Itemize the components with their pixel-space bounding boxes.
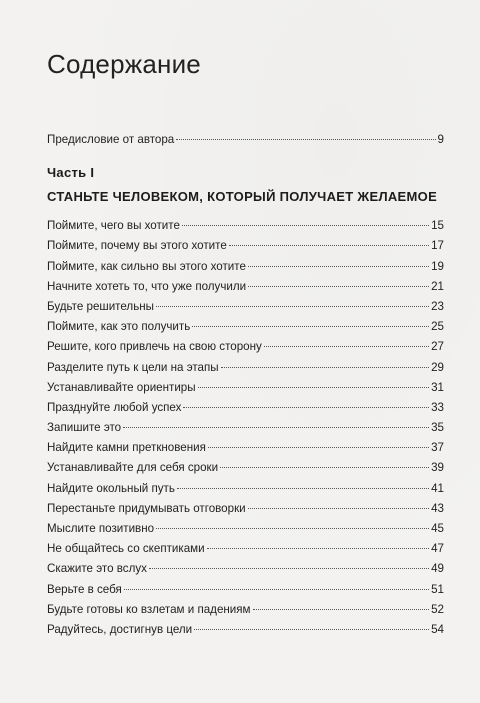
toc-entry-label: Будьте решительны bbox=[47, 299, 154, 313]
dot-leader bbox=[221, 367, 430, 368]
toc-entry bbox=[47, 539, 444, 559]
dot-leader bbox=[194, 629, 429, 630]
toc-entry-label: Скажите это вслух bbox=[47, 562, 147, 576]
toc-entry-label: Найдите окольный путь bbox=[47, 481, 175, 495]
dot-leader bbox=[220, 467, 429, 468]
dot-leader bbox=[229, 245, 429, 246]
toc-entry-page: 21 bbox=[431, 279, 444, 293]
toc-entry-page: 49 bbox=[431, 562, 444, 576]
toc-entry-label: Устанавливайте ориентиры bbox=[47, 380, 196, 394]
toc-entry-page: 33 bbox=[431, 400, 444, 414]
toc-entry-preface bbox=[47, 130, 444, 150]
toc-entry-label: Предисловие от автора bbox=[47, 133, 175, 146]
toc-entry-page: 31 bbox=[431, 380, 444, 394]
dot-leader bbox=[253, 609, 430, 610]
toc-entry-page: 45 bbox=[431, 522, 444, 535]
dot-leader bbox=[198, 387, 430, 388]
toc-entry-label: Начните хотеть то, что уже получили bbox=[47, 279, 247, 293]
toc-entry-page: 23 bbox=[431, 299, 444, 313]
toc-entry-label: Верьте в себя bbox=[47, 582, 122, 596]
toc-entry-label: Поймите, как сильно вы этого хотите bbox=[47, 259, 246, 273]
toc-entry-page: 29 bbox=[431, 360, 444, 374]
toc-entry bbox=[47, 499, 444, 519]
toc-entry bbox=[47, 458, 444, 478]
toc-entry bbox=[47, 277, 444, 297]
toc-entry-page: 43 bbox=[431, 501, 444, 515]
dot-leader bbox=[182, 225, 429, 226]
toc-entry-page: 25 bbox=[431, 320, 444, 334]
toc-entry-label: Разделите путь к цели на этапы bbox=[47, 360, 219, 374]
dot-leader bbox=[156, 306, 429, 307]
toc-entry bbox=[47, 378, 444, 398]
toc-entry-page: 39 bbox=[431, 461, 444, 475]
dot-leader bbox=[183, 407, 429, 408]
dot-leader bbox=[156, 528, 429, 529]
toc-entries-list bbox=[47, 216, 444, 640]
toc-entry-page: 35 bbox=[431, 421, 444, 435]
dot-leader bbox=[208, 447, 429, 448]
toc-entry bbox=[47, 358, 444, 378]
toc-entry bbox=[47, 559, 444, 579]
toc-entry bbox=[47, 257, 444, 277]
dot-leader bbox=[248, 266, 429, 267]
toc-entry-label: Решите, кого привлечь на свою сторону bbox=[47, 340, 262, 354]
dot-leader bbox=[177, 488, 429, 489]
toc-entry bbox=[47, 580, 444, 600]
toc-entry bbox=[47, 317, 444, 337]
dot-leader bbox=[123, 427, 429, 428]
toc-entry bbox=[47, 398, 444, 418]
toc-entry-page: 41 bbox=[431, 481, 444, 495]
dot-leader bbox=[264, 346, 429, 347]
toc-entry-label: Празднуйте любой успех bbox=[47, 400, 182, 414]
toc-entry-label: Радуйтесь, достигнув цели bbox=[47, 622, 193, 636]
toc-entry bbox=[47, 337, 444, 357]
toc-entry-page: 37 bbox=[431, 441, 444, 455]
toc-entry-page: 9 bbox=[437, 133, 444, 146]
toc-entry-page: 47 bbox=[431, 542, 444, 556]
toc-entry bbox=[47, 620, 444, 640]
dot-leader bbox=[248, 508, 429, 509]
toc-entry bbox=[47, 236, 444, 256]
dot-leader bbox=[124, 589, 429, 590]
toc-entry-label: Поймите, почему вы этого хотите bbox=[47, 239, 227, 253]
toc-entry-label: Поймите, чего вы хотите bbox=[47, 219, 180, 233]
toc-entry-page: 51 bbox=[431, 582, 444, 596]
dot-leader bbox=[176, 139, 435, 140]
part-label: Часть I bbox=[47, 165, 95, 181]
toc-entry bbox=[47, 519, 444, 539]
toc-entry-page: 15 bbox=[431, 219, 444, 233]
toc-entry-page: 52 bbox=[431, 602, 444, 616]
dot-leader bbox=[192, 326, 429, 327]
toc-entry-page: 17 bbox=[431, 239, 444, 253]
dot-leader bbox=[248, 286, 429, 287]
toc-entry bbox=[47, 479, 444, 499]
dot-leader bbox=[207, 548, 429, 549]
toc-entry bbox=[47, 600, 444, 620]
toc-entry-label: Запишите это bbox=[47, 421, 122, 435]
toc-entry bbox=[47, 297, 444, 317]
toc-entry-label: Не общайтесь со скептиками bbox=[47, 542, 205, 556]
toc-entry bbox=[47, 216, 444, 236]
toc-entry-label: Будьте готовы ко взлетам и падениям bbox=[47, 602, 251, 616]
toc-entry-label: Поймите, как это получить bbox=[47, 320, 191, 334]
part-title: СТАНЬТЕ ЧЕЛОВЕКОМ, КОТОРЫЙ ПОЛУЧАЕТ ЖЕЛАЕМОЕ bbox=[47, 189, 438, 205]
dot-leader bbox=[149, 568, 429, 569]
toc-entry-label: Мыслите позитивно bbox=[47, 522, 155, 535]
toc-entry-page: 54 bbox=[431, 622, 444, 636]
toc-entry-label: Устанавливайте для себя сроки bbox=[47, 461, 219, 475]
toc-entry-page: 19 bbox=[431, 259, 444, 273]
toc-entry-label: Перестаньте придумывать отговорки bbox=[47, 501, 246, 515]
toc-entry-page: 27 bbox=[431, 340, 444, 354]
toc-entry-label: Найдите камни преткновения bbox=[47, 441, 206, 455]
toc-entry bbox=[47, 418, 444, 438]
toc-entry bbox=[47, 438, 444, 458]
page-title: Содержание bbox=[47, 49, 201, 79]
